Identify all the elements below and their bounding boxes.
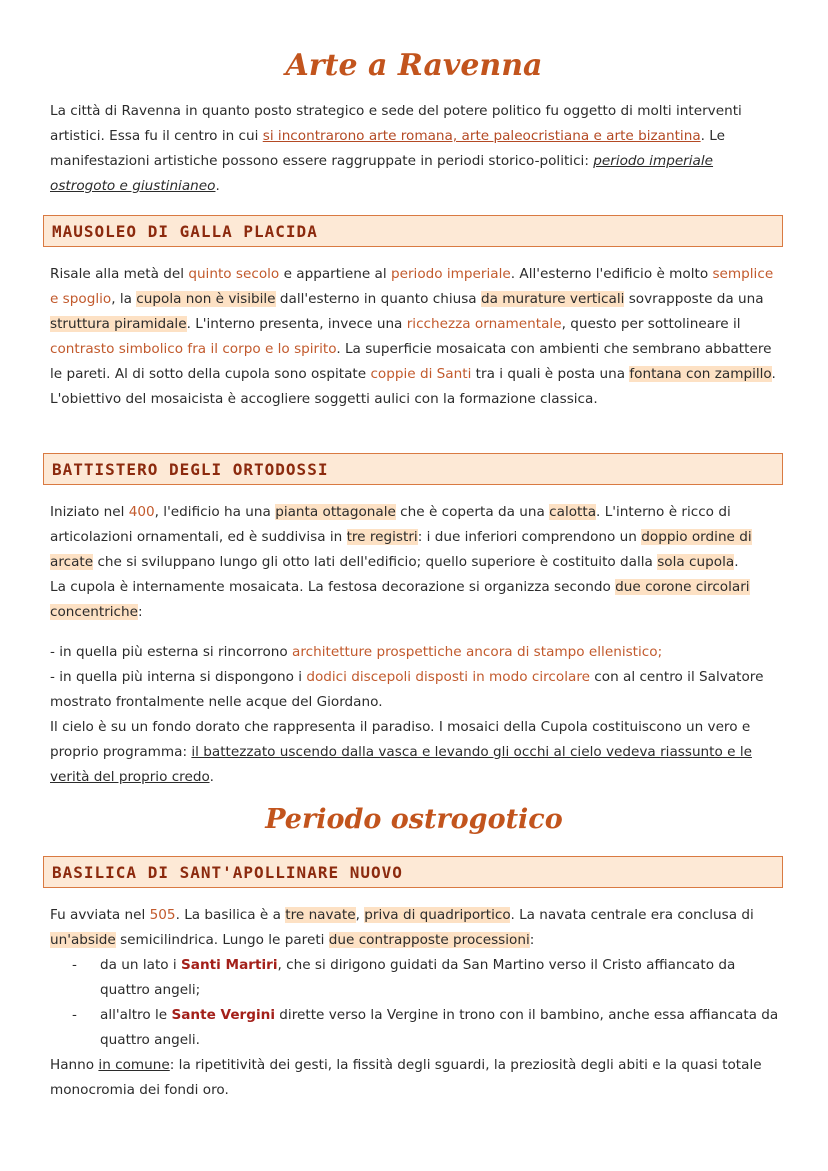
basilica-paragraph [50,903,780,953]
key-term: periodo imperiale [390,266,511,282]
bullet-item [100,953,780,1003]
text: : [138,604,143,620]
section-heading-text: BATTISTERO DEGLI ORTODOSSI [52,460,329,479]
highlighted-term: cupola non è visibile [136,291,276,307]
text: . L'interno presenta, invece una [186,316,407,332]
section-heading-battistero [43,453,783,485]
text: semicilindrica. Lungo le pareti [115,932,329,948]
basilica-conclusion [50,1053,780,1103]
highlighted-term: tre registri [346,529,418,545]
text: . All'esterno l'edificio è molto [510,266,713,282]
text: Hanno [50,1057,99,1073]
section-heading-basilica [43,856,783,888]
text: : [529,932,535,948]
text: . [215,178,220,194]
intro-paragraph [50,99,780,199]
highlighted-term: fontana con zampillo [629,366,772,382]
text: con al centro il Salvatore mostrato frontalmente nelle acque del Giordano. [50,669,764,710]
text: Iniziato nel [50,504,129,520]
page-title: Arte a Ravenna [285,48,543,83]
highlighted-term: pianta ottagonale [275,504,396,520]
list-text: - in quella più interna si dispongono i [50,669,307,685]
key-term: semplice e spoglio [50,266,774,307]
battistero-list [50,640,780,790]
text: Risale alla metà del [50,266,189,282]
highlighted-term: due corone circolari concentriche [50,579,750,620]
text: . Le manifestazioni artistiche possono essere raggruppate in periodi storico-politici: [50,128,725,169]
bold-term: Santi Martiri [181,957,278,973]
text: che si sviluppano lungo gli otto lati dell'edificio; quello superiore è costituito dalla [93,554,658,570]
highlight-text: si incontrarono arte romana, arte paleocristiana e arte bizantina [262,128,701,144]
highlighted-term: due contrapposte processioni [328,932,530,948]
highlighted-term: struttura piramidale [50,316,187,332]
bullet-dash: - [72,957,77,973]
key-term: architetture prospettiche ancora di stampo ellenistico; [292,644,663,660]
text: dall'esterno in quanto chiusa [275,291,481,307]
section-heading-mausoleo [43,215,783,247]
battistero-paragraph [50,500,780,625]
section-heading-text: BASILICA DI SANT'APOLLINARE NUOVO [52,863,403,882]
text: e appartiene al [279,266,391,282]
text: . [734,554,739,570]
text: all'altro le [100,1007,172,1023]
key-term: 505 [149,907,176,923]
text: Il cielo è su un fondo dorato che rappresenta il paradiso. I mosaici della Cupola costituiscono un vero e proprio programma: [50,719,751,760]
highlighted-term: un'abside [50,932,116,948]
key-term: ricchezza ornamentale [406,316,562,332]
text: tra i quali è posta una [471,366,630,382]
text: . [209,769,214,785]
list-text: - in quella più esterna si rincorrono [50,644,293,660]
highlighted-term: da murature verticali [480,291,625,307]
emphasis-text: periodo imperiale ostrogoto e giustinianeo [50,153,714,194]
key-term: 400 [128,504,155,520]
text: . La superficie mosaicata con ambienti che sembrano abbattere le pareti. Al di sotto della cupola sono ospitate [50,341,772,382]
text: : i due inferiori comprendono un [417,529,642,545]
key-term: dodici discepoli disposti in modo circolare [306,669,590,685]
text: , l'edificio ha una [154,504,276,520]
underlined-text: in comune [98,1057,170,1073]
text: . La basilica è a [175,907,286,923]
text: . L'obiettivo del mosaicista è accogliere soggetti aulici con la formazione classica. [50,366,776,407]
text: che è coperta da una [395,504,550,520]
text: , che si dirigono guidati da San Martino verso il Cristo affiancato da quattro angeli; [100,957,736,998]
text: , [355,907,365,923]
text: La cupola è internamente mosaicata. La festosa decorazione si organizza secondo [50,579,616,595]
underlined-text: il battezzato uscendo dalla vasca e levando gli occhi al cielo vedeva riassunto e le verità del proprio credo [50,744,752,785]
mausoleo-paragraph [50,262,780,412]
highlighted-term: calotta [549,504,597,520]
key-term: contrasto simbolico fra il corpo e lo spirito [50,341,337,357]
highlighted-term: doppio ordine di arcate [50,529,752,570]
section-heading-text: MAUSOLEO DI GALLA PLACIDA [52,222,318,241]
bullet-item [100,1003,780,1053]
key-term: quinto secolo [188,266,280,282]
text: . L'interno è ricco di articolazioni ornamentali, ed è suddivisa in [50,504,731,545]
bold-term: Sante Vergini [171,1007,275,1023]
text: . La navata centrale era conclusa di [510,907,754,923]
highlighted-term: priva di quadriportico [364,907,511,923]
text: Fu avviata nel [50,907,150,923]
text: da un lato i [100,957,182,973]
key-term: coppie di Santi [370,366,472,382]
text: dirette verso la Vergine in trono con il bambino, anche essa affiancata da quattro angeli. [100,1007,779,1048]
text: La città di Ravenna in quanto posto strategico e sede del potere politico fu oggetto di molti interventi artistici. Essa fu il centro in cui [50,103,742,144]
period-title: Periodo ostrogotico [265,804,563,835]
highlighted-term: tre navate [285,907,356,923]
text: , la [111,291,137,307]
bullet-dash: - [72,1007,77,1023]
text: sovrapposte da una [624,291,764,307]
text: , questo per sottolineare il [561,316,741,332]
highlighted-term: sola cupola [657,554,735,570]
text: : la ripetitività dei gesti, la fissità degli sguardi, la preziosità degli abiti e la quasi totale monocromia dei fondi oro. [50,1057,762,1098]
